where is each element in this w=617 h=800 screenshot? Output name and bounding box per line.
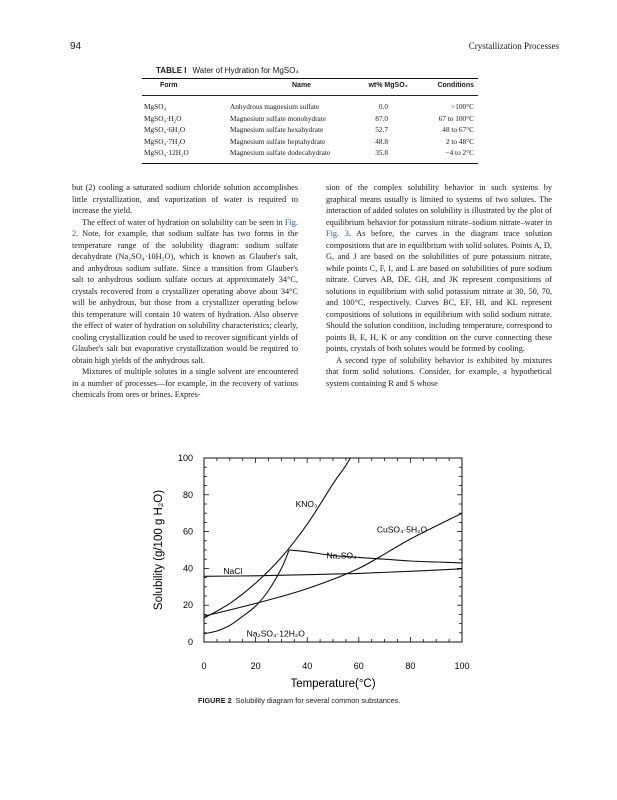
cell-name: Magnesium sulfate monohydrate — [230, 113, 327, 123]
nacl-curve — [204, 569, 462, 577]
cell-name: Magnesium sulfate heptahydrate — [230, 136, 326, 146]
paragraph: sion of the complex solubility behavior in such systems by graphical means usually is limited to systems of two solutes. The interaction of added solutes on solubility is illustrated by the plot of equilibrium behavior for potassium nitrate–sodium nitrate–water in Fig. 3. As before, the curves in the diagram trace solution compositions that are in equilibrium with solid solutes. Points A, D, G, and J are based on the solubilities of pure potassium nitrate, while points C, F, I, and L are based on solubilities of pure sodium nitrate. Curves AB, DE, GH, and JK represent compositions of solutions in equilibrium with solid potassium nitrate at 30, 50, 70, and 100°C, respectively. Curves BC, EF, HI, and KL represent compositions of solutions in equilibrium with solid sodium nitrate. Should the solution condition, including temperature, correspond to points B, E, H, K or any condition on the curve connecting these points, crystals of both solutes would be formed by cooling. — [326, 183, 552, 353]
paragraph: but (2) cooling a saturated sodium chloride solution accomplishes little crystallization, and vaporization of water is required to increase the yield. — [72, 183, 298, 215]
table-row — [142, 124, 478, 136]
table-row — [142, 147, 478, 159]
cell-form: MgSO₄·12H₂O — [144, 148, 189, 157]
table-label: TABLE I — [156, 66, 187, 75]
cell-form: MgSO₄·6H₂O — [144, 125, 186, 134]
table-bottom-rule — [142, 163, 478, 164]
x-tick-label: 0 — [201, 661, 207, 671]
y-axis-label: Solubility (g/100 g H₂O) — [153, 489, 165, 611]
cell-form: MgSO₄ — [144, 102, 167, 111]
x-axis-label: Temperature(°C) — [290, 678, 376, 690]
x-tick-label: 40 — [302, 661, 313, 671]
table-title: Water of Hydration for MgSO₄ — [192, 66, 299, 75]
body-column-left — [72, 182, 298, 401]
table-row — [142, 113, 478, 125]
cell-name: Magnesium sulfate hexahydrate — [230, 125, 324, 134]
y-tick-label: 80 — [182, 489, 193, 500]
paragraph: The effect of water of hydration on solubility can be seen in Fig. 2. Note, for example, that sodium sulfate has two forms in the temperature range of the solubility diagram: sodium sulfate decahydrate (Na₂SO₄·10H₂O), which is known as Glauber's salt, and anhydrous sodium sulfate. Since a transition from Glauber's salt to anhydrous sodium sulfate occurs at approximately 34°C, crystals recovered from a crystallizer operating above about 34°C will be anhydrous, but those from a crystallizer operating below this temperature will contain 10 waters of hydration. Also observe the effect of water of hydration on solubility characteristics; clearly, cooling crystallization could be used to recover significant yields of Glauber's salt but evaporative crystallization would be required to obtain high yields of the anhydrous salt. — [72, 217, 298, 365]
cell-conditions: >100°C — [451, 102, 474, 111]
cell-name: Magnesium sulfate dodecahydrate — [230, 148, 331, 157]
figure-link[interactable]: Fig. 3 — [326, 229, 349, 238]
cell-conditions: 2 to 48°C — [445, 136, 474, 146]
cell-form: MgSO₄·H₂O — [144, 113, 182, 123]
x-tick-label: 100 — [454, 661, 470, 671]
table-body — [142, 96, 478, 163]
y-tick-label: 60 — [182, 526, 193, 537]
x-tick-label: 80 — [405, 661, 416, 671]
table-row — [142, 136, 478, 148]
cell-wt: 52.7 — [375, 125, 388, 134]
plot-labels-group — [153, 453, 470, 690]
solubility-chart — [150, 448, 480, 696]
plot-series-group — [204, 448, 462, 634]
hydration-table — [142, 78, 478, 164]
body-column-right — [326, 182, 552, 389]
paragraph: Mixtures of multiple solutes in a single solvent are encountered in a number of processes—for example, in the recovery of various chemicals from ores or brines. Expres- — [72, 367, 298, 399]
y-tick-label: 20 — [182, 600, 193, 611]
cell-conditions: 67 to 100°C — [438, 113, 474, 123]
col-header-form: Form — [160, 82, 178, 89]
na2so4-curve — [289, 550, 462, 563]
label-kno3: KNO₃ — [295, 498, 318, 509]
y-tick-label: 100 — [177, 453, 193, 463]
cell-conditions: −4 to 2°C — [445, 148, 474, 157]
figure-link[interactable]: Fig. 2 — [72, 217, 298, 238]
x-tick-label: 60 — [353, 661, 364, 671]
label-na2so4: Na₂SO₄ — [326, 550, 357, 561]
label-na2so4-12h2o: Na₂SO₄·12H₂O — [246, 628, 305, 639]
x-tick-label: 20 — [250, 661, 261, 671]
cell-conditions: 48 to 67°C — [442, 125, 474, 134]
cell-wt: 35.8 — [375, 148, 388, 157]
cell-wt: 48.8 — [375, 136, 388, 146]
running-head: Crystallization Processes — [468, 41, 559, 51]
y-tick-label: 0 — [187, 637, 193, 647]
page-number: 94 — [70, 41, 82, 52]
col-header-wt: wt% MgSO₄ — [368, 82, 408, 89]
figure-label: FIGURE 2 — [198, 696, 232, 705]
y-tick-label: 40 — [182, 563, 193, 574]
cell-form: MgSO₄·7H₂O — [144, 136, 186, 146]
paragraph: A second type of solubility behavior is exhibited by mixtures that form solid solutions. Consider, for example, a hypothetical system containing R and S whose — [326, 355, 552, 388]
label-cuso4: CuSO₄·5H₂O — [376, 524, 428, 535]
table-row — [142, 101, 478, 113]
col-header-conditions: Conditions — [437, 82, 474, 89]
kno3-curve — [204, 448, 359, 618]
figure-caption — [198, 696, 400, 705]
label-nacl: NaCl — [223, 565, 243, 576]
figure-caption-text: Solubility diagram for several common substances. — [235, 696, 401, 705]
table-header-row — [142, 79, 478, 95]
cell-wt: 0.0 — [378, 102, 388, 111]
table-caption — [156, 66, 299, 75]
cell-wt: 87.0 — [375, 113, 388, 123]
col-header-name: Name — [292, 82, 312, 89]
cell-name: Anhydrous magnesium sulfate — [230, 102, 320, 111]
